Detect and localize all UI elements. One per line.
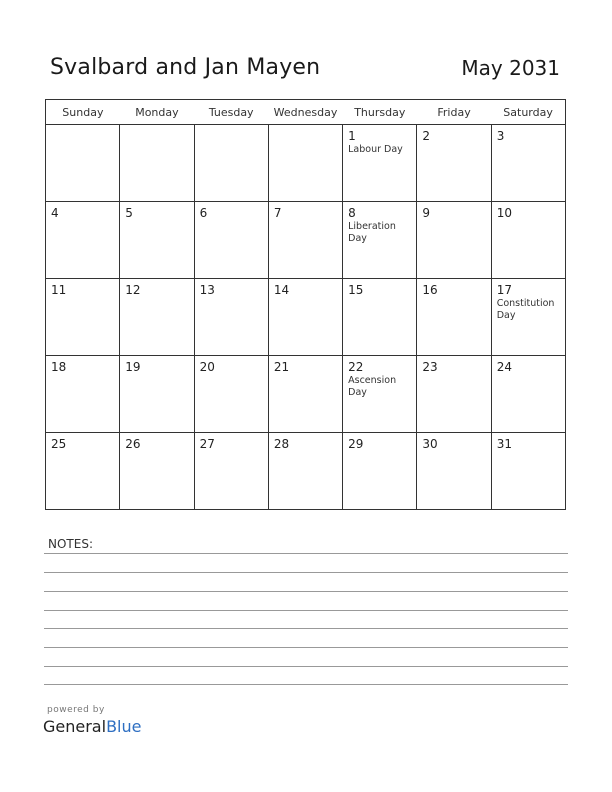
- holiday-label: Constitution Day: [496, 298, 555, 321]
- day-number: 29: [348, 437, 364, 451]
- day-number: 13: [199, 283, 215, 297]
- calendar-day-cell: [343, 433, 417, 510]
- holiday-label: Ascension Day: [348, 375, 397, 398]
- calendar-day-cell: [417, 433, 491, 510]
- day-number: 7: [273, 206, 282, 220]
- day-number: 21: [273, 360, 290, 374]
- calendar-day-cell: [491, 202, 565, 279]
- weekday-wednesday: Wednesday: [268, 100, 342, 125]
- day-number: 15: [348, 283, 364, 297]
- day-number: 11: [51, 283, 67, 297]
- calendar-day-cell: [417, 279, 491, 356]
- day-number: 6: [199, 206, 208, 220]
- weekday-saturday: Saturday: [491, 100, 565, 125]
- note-line: [44, 647, 568, 648]
- day-number: 20: [199, 360, 215, 374]
- calendar-day-cell: [120, 279, 194, 356]
- day-number: 14: [273, 283, 290, 297]
- weekday-monday: Monday: [120, 100, 194, 125]
- calendar-day-cell: [46, 279, 120, 356]
- calendar-day-cell: [46, 125, 120, 202]
- calendar-day-cell: [268, 279, 342, 356]
- day-number: 19: [125, 360, 141, 374]
- calendar-grid: [45, 99, 566, 510]
- day-number: 8: [348, 206, 356, 220]
- holiday-label: Liberation Day: [348, 221, 396, 244]
- day-number: 16: [422, 283, 438, 297]
- calendar-day-cell: [491, 279, 565, 356]
- calendar-day-cell: [194, 125, 268, 202]
- brand-blue: Blue: [106, 717, 142, 736]
- day-number: 30: [422, 437, 438, 451]
- note-line: [44, 572, 568, 573]
- calendar-title: Svalbard and Jan Mayen: [50, 55, 321, 80]
- calendar-day-cell: [343, 279, 417, 356]
- brand-logo: [43, 717, 141, 736]
- day-number: 28: [273, 437, 290, 451]
- day-number: 5: [125, 206, 133, 220]
- weekday-thursday: Thursday: [343, 100, 417, 125]
- note-line: [44, 591, 568, 592]
- calendar-day-cell: [46, 356, 120, 433]
- weekday-tuesday: Tuesday: [194, 100, 268, 125]
- note-line: [44, 610, 568, 611]
- calendar-day-cell: [194, 279, 268, 356]
- day-number: 27: [199, 437, 215, 451]
- powered-by-text: powered by: [47, 705, 105, 715]
- calendar-day-cell: [194, 202, 268, 279]
- day-number: 3: [496, 129, 505, 143]
- day-number: 18: [51, 360, 67, 374]
- brand-general: General: [43, 717, 107, 736]
- calendar-week-row: [46, 125, 566, 202]
- weekday-header-row: [46, 100, 566, 125]
- day-number: 26: [125, 437, 141, 451]
- calendar-day-cell: [343, 356, 417, 433]
- calendar-day-cell: [46, 202, 120, 279]
- calendar-day-cell: [120, 202, 194, 279]
- calendar-day-cell: [120, 125, 194, 202]
- day-number: 25: [51, 437, 67, 451]
- notes-label: NOTES:: [48, 537, 93, 551]
- calendar-day-cell: [268, 202, 342, 279]
- calendar-day-cell: [120, 433, 194, 510]
- day-number: 12: [125, 283, 141, 297]
- calendar-week-row: [46, 279, 566, 356]
- calendar-day-cell: [417, 356, 491, 433]
- day-number: 9: [422, 206, 431, 220]
- holiday-label: Labour Day: [348, 144, 403, 155]
- calendar-day-cell: [194, 433, 268, 510]
- day-number: 31: [496, 437, 512, 451]
- calendar-day-cell: [491, 356, 565, 433]
- calendar-day-cell: [268, 356, 342, 433]
- calendar-day-cell: [46, 433, 120, 510]
- calendar-day-cell: [268, 125, 342, 202]
- calendar-day-cell: [491, 433, 565, 510]
- day-number: 17: [496, 283, 512, 297]
- calendar-day-cell: [417, 202, 491, 279]
- calendar-body: [46, 125, 566, 510]
- calendar-day-cell: [417, 125, 491, 202]
- calendar-day-cell: [268, 433, 342, 510]
- note-line: [44, 553, 568, 554]
- calendar-day-cell: [491, 125, 565, 202]
- day-number: 1: [348, 129, 356, 143]
- calendar-day-cell: [343, 125, 417, 202]
- day-number: 24: [496, 360, 512, 374]
- note-line: [44, 684, 568, 685]
- month-year: May 2031: [461, 56, 560, 80]
- note-line: [44, 628, 568, 629]
- day-number: 4: [51, 206, 59, 220]
- calendar-day-cell: [343, 202, 417, 279]
- day-number: 22: [348, 360, 364, 374]
- calendar-week-row: [46, 356, 566, 433]
- day-number: 10: [496, 206, 512, 220]
- note-line: [44, 666, 568, 667]
- calendar-day-cell: [194, 356, 268, 433]
- calendar-week-row: [46, 202, 566, 279]
- weekday-friday: Friday: [417, 100, 491, 125]
- calendar-day-cell: [120, 356, 194, 433]
- day-number: 2: [422, 129, 431, 143]
- weekday-sunday: Sunday: [46, 100, 120, 125]
- calendar-week-row: [46, 433, 566, 510]
- day-number: 23: [422, 360, 438, 374]
